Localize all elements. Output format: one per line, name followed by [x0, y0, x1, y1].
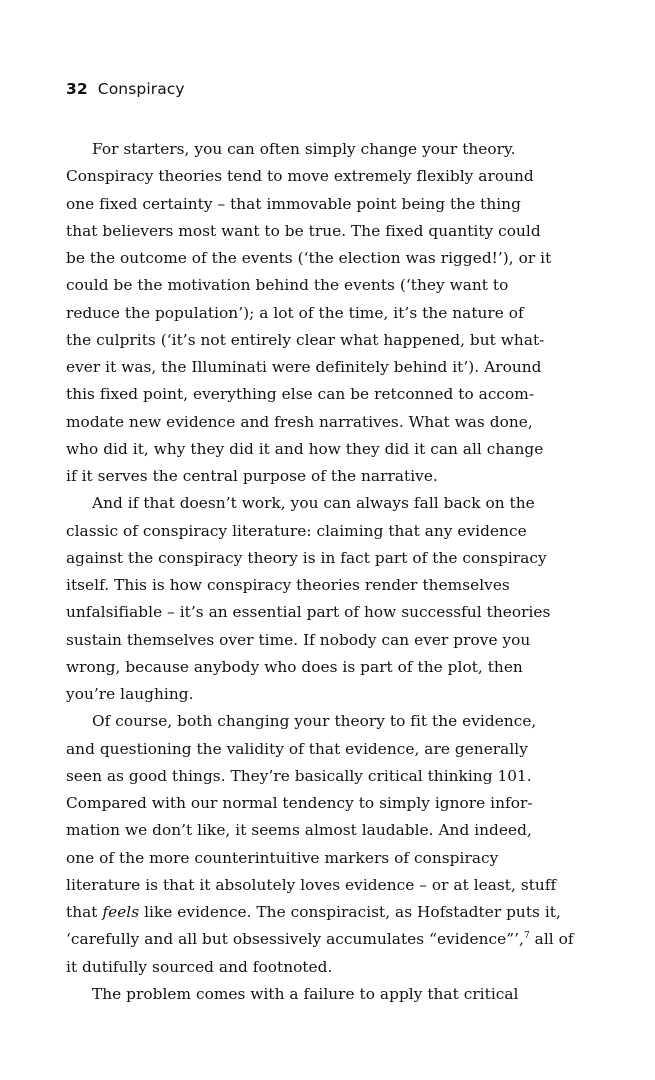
text-line: For starters, you can often simply change your theory. — [92, 140, 516, 158]
running-head — [66, 79, 185, 99]
text-segment: that — [66, 903, 103, 921]
text-line: ever it was, the Illuminati were definitely behind it’). Around — [66, 358, 542, 376]
chapter-title: Conspiracy — [97, 80, 185, 98]
text-line: Conspiracy theories tend to move extremely flexibly around — [66, 167, 534, 186]
text-line — [66, 899, 606, 926]
text-line: itself. This is how conspiracy theories render themselves — [66, 576, 510, 594]
text-line: unfalsifiable – it’s an essential part of how successful theories — [66, 603, 551, 622]
text-line: seen as good things. They’re basically critical thinking 101. — [66, 766, 532, 785]
text-line: be the outcome of the events (‘the election was rigged!’), or it — [66, 249, 552, 267]
text-line: the culprits (‘it’s not entirely clear what happened, but what- — [66, 330, 545, 349]
text-line: one of the more counterintuitive markers of conspiracy — [66, 848, 499, 867]
body-text — [66, 136, 606, 1008]
text-line: sustain themselves over time. If nobody can ever prove you — [66, 630, 531, 649]
text-line: mation we don’t like, it seems almost laudable. And indeed, — [66, 821, 532, 840]
text-line: who did it, why they did it and how they did it can all change — [66, 439, 544, 458]
text-line: that believers most want to be true. The fixed quantity could — [66, 221, 541, 240]
text-line: reduce the population’); a lot of the time, it’s the nature of — [66, 303, 524, 322]
page-number: 32 — [66, 80, 88, 98]
text-line: And if that doesn’t work, you can always fall back on the — [92, 494, 535, 513]
text-line: this fixed point, everything else can be retconned to accom- — [66, 385, 535, 404]
text-line: classic of conspiracy literature: claiming that any evidence — [66, 521, 527, 540]
text-line — [66, 926, 606, 953]
text-line: Compared with our normal tendency to simply ignore infor- — [66, 794, 533, 812]
text-line: The problem comes with a failure to apply that critical — [92, 984, 519, 1003]
text-line: it dutifully sourced and footnoted. — [66, 957, 333, 976]
text-line: one fixed certainty – that immovable point being the thing — [66, 194, 521, 213]
text-line: literature is that it absolutely loves evidence – or at least, stuff — [66, 875, 557, 894]
text-line: modate new evidence and fresh narratives. What was done, — [66, 412, 533, 431]
emphasis-text: feels — [102, 903, 140, 921]
text-segment: all of — [529, 930, 574, 949]
text-line: if it serves the central purpose of the narrative. — [66, 467, 438, 485]
text-line: wrong, because anybody who does is part of the plot, then — [66, 657, 523, 676]
text-segment: ‘carefully and all but obsessively accumulates “evidence”’, — [66, 930, 524, 949]
text-line: against the conspiracy theory is in fact part of the conspiracy — [66, 548, 547, 567]
text-line: you’re laughing. — [66, 685, 194, 703]
text-line: Of course, both changing your theory to fit the evidence, — [92, 712, 537, 731]
text-line: and questioning the validity of that evidence, are generally — [66, 739, 528, 758]
footnote-marker[interactable]: 7 — [523, 931, 530, 942]
text-line: could be the motivation behind the events (‘they want to — [66, 276, 509, 295]
text-segment: like evidence. The conspiracist, as Hofstadter puts it, — [139, 903, 561, 921]
